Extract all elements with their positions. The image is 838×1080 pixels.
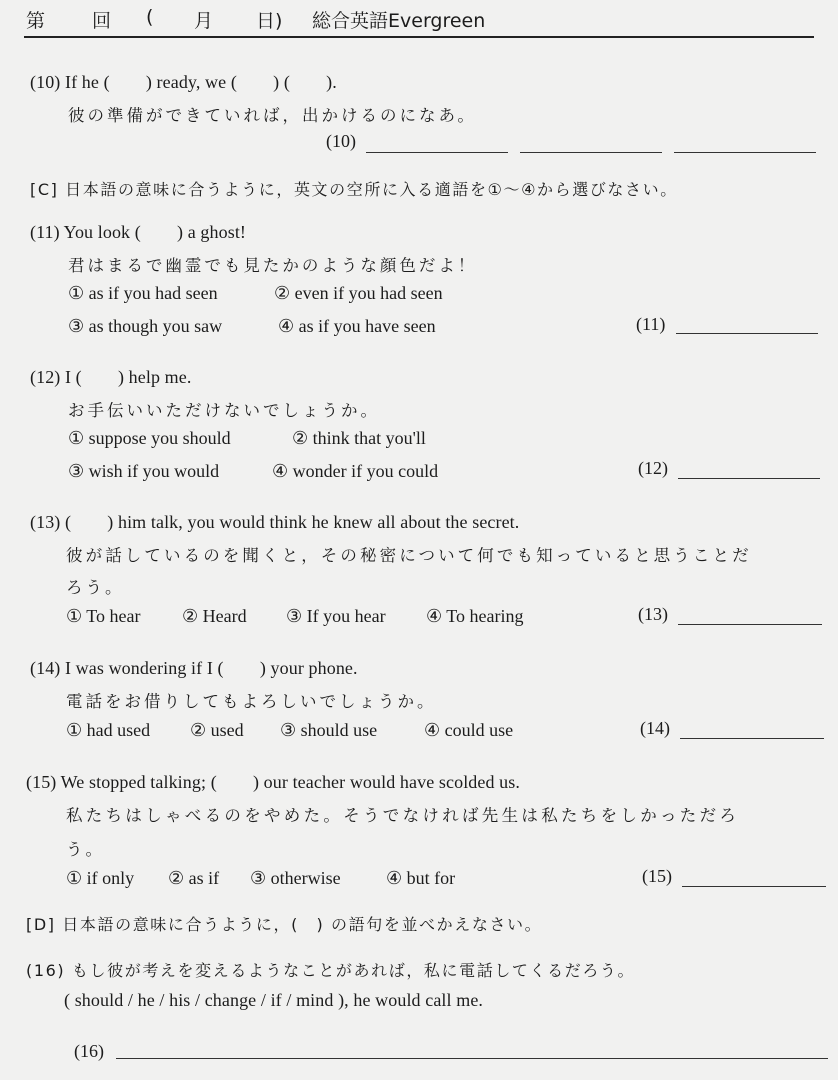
header-month: 月	[194, 10, 214, 32]
q12-option-3: ③ wish if you would	[68, 461, 220, 481]
section-d-heading: [D] 日本語の意味に合うように，( ) の語句を並べかえなさい。	[26, 915, 543, 934]
q10-japanese: 彼の準備ができていれば，出かけるのになあ。	[68, 106, 477, 125]
course-title: 総合英語Evergreen	[312, 10, 486, 32]
q15-option-2: ② as if	[168, 868, 220, 888]
q15-option-4: ④ but for	[386, 868, 456, 888]
q11-japanese: 君はまるで幽霊でも見たかのような顔色だよ！	[68, 256, 478, 275]
q13-option-3: ③ If you hear	[286, 606, 386, 626]
q12-japanese: お手伝いいただけないでしょうか。	[68, 401, 380, 420]
q11-blank[interactable]	[676, 333, 818, 334]
q14-blank[interactable]	[680, 738, 824, 739]
q12-blank[interactable]	[678, 478, 820, 479]
q15-japanese-line2: う。	[66, 840, 105, 859]
q11-option-2: ② even if you had seen	[274, 283, 443, 303]
q10-blank-2[interactable]	[520, 152, 662, 153]
q15-blank[interactable]	[682, 886, 826, 887]
q11-option-4: ④ as if you have seen	[278, 316, 436, 336]
q13-blank[interactable]	[678, 624, 822, 625]
q15-japanese-line1: 私たちはしゃべるのをやめた。そうでなければ先生は私たちをしかっただろ	[66, 806, 740, 825]
header-dai: 第	[26, 10, 46, 32]
q16-blank[interactable]	[116, 1058, 828, 1059]
q13-option-4: ④ To hearing	[426, 606, 524, 626]
q10-blank-1[interactable]	[366, 152, 508, 153]
q13-japanese-line1: 彼が話しているのを聞くと，その秘密について何でも知っていると思うことだ	[66, 546, 752, 565]
q11-answer-label: (11)	[636, 314, 666, 334]
q14-option-2: ② used	[190, 720, 244, 740]
q15-option-3: ③ otherwise	[250, 868, 341, 888]
q16-answer-label: (16)	[74, 1041, 104, 1061]
q10-sentence: (10) If he ( ) ready, we ( ) ( ).	[30, 72, 337, 92]
q12-answer-label: (12)	[638, 458, 668, 478]
q12-sentence: (12) I ( ) help me.	[30, 367, 192, 387]
q12-option-2: ② think that you'll	[292, 428, 426, 448]
q13-option-1: ① To hear	[66, 606, 141, 626]
q16-japanese: (16) もし彼が考えを変えるようなことがあれば，私に電話してくるだろう。	[26, 961, 636, 980]
q15-option-1: ① if only	[66, 868, 135, 888]
q14-answer-label: (14)	[640, 718, 670, 738]
q11-sentence: (11) You look ( ) a ghost!	[30, 222, 247, 242]
q15-answer-label: (15)	[642, 866, 672, 886]
q13-answer-label: (13)	[638, 604, 668, 624]
q14-sentence: (14) I was wondering if I ( ) your phone.	[30, 658, 358, 678]
q14-option-3: ③ should use	[280, 720, 378, 740]
q12-option-1: ① suppose you should	[68, 428, 231, 448]
q13-option-2: ② Heard	[182, 606, 247, 626]
q11-option-3: ③ as though you saw	[68, 316, 223, 336]
header-rule	[24, 36, 814, 38]
header-day: 日)	[256, 10, 283, 32]
q14-option-4: ④ could use	[424, 720, 514, 740]
q10-answer-label: (10)	[326, 131, 356, 151]
q14-japanese: 電話をお借りしてもよろしいでしょうか。	[66, 692, 437, 711]
q11-option-1: ① as if you had seen	[68, 283, 218, 303]
q14-option-1: ① had used	[66, 720, 151, 740]
q12-option-4: ④ wonder if you could	[272, 461, 439, 481]
q13-sentence: (13) ( ) him talk, you would think he knew all about the secret.	[30, 512, 520, 532]
q10-blank-3[interactable]	[674, 152, 816, 153]
q16-words: ( should / he / his / change / if / mind ), he would call me.	[64, 990, 484, 1010]
header-paren: (	[146, 6, 154, 28]
q13-japanese-line2: ろう。	[66, 578, 125, 597]
q15-sentence: (15) We stopped talking; ( ) our teacher would have scolded us.	[26, 772, 520, 792]
section-c-heading: [C] 日本語の意味に合うように，英文の空所に入る適語を①～④から選びなさい。	[30, 180, 678, 199]
header-kai: 回	[92, 10, 112, 32]
